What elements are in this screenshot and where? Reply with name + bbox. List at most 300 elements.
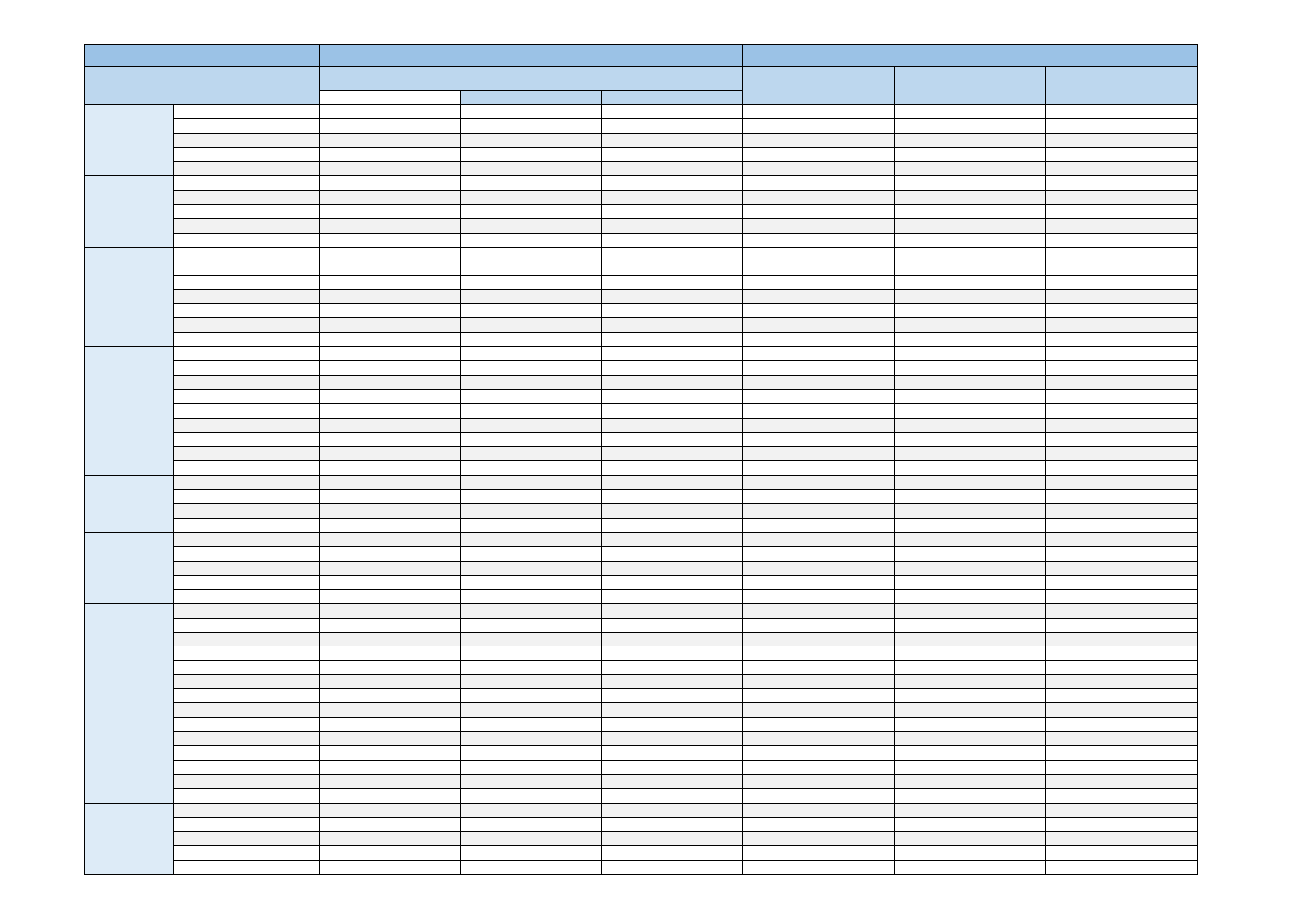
table-row (85, 447, 1198, 461)
equipment-value (743, 275, 895, 289)
izora-blank (320, 91, 461, 105)
equipment-value (602, 632, 743, 646)
table-row (85, 717, 1198, 731)
equipment-value (743, 432, 895, 446)
equipment-name (174, 717, 320, 731)
table-row (85, 674, 1198, 688)
equipment-value (602, 389, 743, 403)
equipment-value (320, 133, 461, 147)
equipment-value (320, 518, 461, 532)
equipment-value (320, 561, 461, 575)
equipment-value (743, 604, 895, 618)
equipment-value (461, 703, 602, 717)
equipment-value (743, 304, 895, 318)
equipment-value (1046, 632, 1198, 646)
equipment-value (320, 261, 461, 275)
equipment-value (895, 717, 1046, 731)
equipment-value (743, 162, 895, 176)
equipment-value (461, 119, 602, 133)
equipment-value (320, 575, 461, 589)
equipment-value (320, 760, 461, 774)
equipment-table (84, 44, 1198, 875)
equipment-value (895, 304, 1046, 318)
equipment-name (174, 147, 320, 161)
equipment-value (320, 318, 461, 332)
equipment-value (461, 205, 602, 219)
category-cell (85, 532, 174, 603)
equipment-name (174, 774, 320, 788)
equipment-value (895, 475, 1046, 489)
equipment-value (461, 860, 602, 874)
equipment-value (320, 190, 461, 204)
equipment-value (461, 219, 602, 233)
equipment-value (895, 860, 1046, 874)
equipment-value (1046, 717, 1198, 731)
equipment-value (1046, 860, 1198, 874)
equipment-value (743, 832, 895, 846)
equipment-value (461, 803, 602, 817)
equipment-value (461, 190, 602, 204)
equipment-value (461, 590, 602, 604)
equipment-value (743, 789, 895, 803)
equipment-value (1046, 832, 1198, 846)
equipment-value (1046, 490, 1198, 504)
table-row (85, 332, 1198, 346)
equipment-name (174, 817, 320, 831)
equipment-name (174, 561, 320, 575)
column-label (85, 67, 320, 105)
equipment-value (602, 575, 743, 589)
equipment-value (895, 846, 1046, 860)
equipment-value (602, 432, 743, 446)
equipment-name (174, 732, 320, 746)
equipment-value (461, 461, 602, 475)
model-izora (320, 67, 743, 91)
equipment-name (174, 247, 320, 261)
equipment-value (895, 219, 1046, 233)
table-row (85, 490, 1198, 504)
equipment-value (895, 732, 1046, 746)
equipment-value (320, 746, 461, 760)
table-title (85, 45, 320, 67)
equipment-name (174, 575, 320, 589)
equipment-value (602, 119, 743, 133)
equipment-value (895, 618, 1046, 632)
equipment-value (461, 147, 602, 161)
equipment-name (174, 646, 320, 660)
equipment-value (743, 803, 895, 817)
equipment-value (461, 389, 602, 403)
equipment-value (1046, 746, 1198, 760)
equipment-value (602, 404, 743, 418)
equipment-value (895, 817, 1046, 831)
equipment-value (602, 760, 743, 774)
table-row (85, 789, 1198, 803)
equipment-value (743, 590, 895, 604)
equipment-value (461, 490, 602, 504)
equipment-value (320, 717, 461, 731)
equipment-value (461, 774, 602, 788)
equipment-value (743, 817, 895, 831)
equipment-value (1046, 674, 1198, 688)
equipment-value (743, 318, 895, 332)
equipment-name (174, 547, 320, 561)
equipment-value (1046, 604, 1198, 618)
equipment-value (461, 332, 602, 346)
equipment-name (174, 261, 320, 275)
equipment-value (895, 703, 1046, 717)
equipment-value (1046, 575, 1198, 589)
equipment-value (320, 176, 461, 190)
table-row (85, 162, 1198, 176)
equipment-value (1046, 119, 1198, 133)
table-row (85, 247, 1198, 261)
equipment-value (461, 518, 602, 532)
equipment-value (895, 133, 1046, 147)
equipment-value (602, 133, 743, 147)
equipment-value (895, 162, 1046, 176)
equipment-name (174, 219, 320, 233)
equipment-value (602, 618, 743, 632)
equipment-value (461, 162, 602, 176)
table-row (85, 347, 1198, 361)
equipment-value (320, 732, 461, 746)
equipment-value (1046, 689, 1198, 703)
equipment-value (320, 618, 461, 632)
equipment-value (602, 674, 743, 688)
equipment-value (461, 304, 602, 318)
equipment-value (743, 205, 895, 219)
equipment-value (895, 547, 1046, 561)
equipment-value (320, 432, 461, 446)
model-superior (461, 91, 602, 105)
equipment-name (174, 532, 320, 546)
equipment-value (602, 490, 743, 504)
equipment-value (743, 618, 895, 632)
equipment-value (1046, 389, 1198, 403)
equipment-value (895, 361, 1046, 375)
equipment-value (743, 717, 895, 731)
equipment-value (1046, 261, 1198, 275)
equipment-value (743, 475, 895, 489)
equipment-value (602, 289, 743, 303)
table-row (85, 774, 1198, 788)
equipment-value (320, 347, 461, 361)
equipment-value (1046, 561, 1198, 575)
equipment-value (1046, 789, 1198, 803)
equipment-value (895, 532, 1046, 546)
equipment-value (1046, 318, 1198, 332)
equipment-value (602, 176, 743, 190)
equipment-value (895, 289, 1046, 303)
group-rbl (743, 45, 1198, 67)
equipment-value (895, 447, 1046, 461)
table-row (85, 689, 1198, 703)
equipment-name (174, 404, 320, 418)
table-row (85, 233, 1198, 247)
equipment-value (461, 105, 602, 119)
equipment-value (1046, 289, 1198, 303)
equipment-value (1046, 162, 1198, 176)
category-cell (85, 347, 174, 476)
equipment-name (174, 832, 320, 846)
equipment-value (895, 205, 1046, 219)
equipment-value (602, 561, 743, 575)
equipment-name (174, 674, 320, 688)
equipment-value (895, 190, 1046, 204)
equipment-value (895, 261, 1046, 275)
equipment-value (1046, 432, 1198, 446)
equipment-value (1046, 219, 1198, 233)
equipment-name (174, 105, 320, 119)
equipment-value (743, 247, 895, 261)
equipment-value (320, 490, 461, 504)
equipment-value (602, 375, 743, 389)
equipment-value (461, 289, 602, 303)
equipment-value (602, 689, 743, 703)
equipment-value (320, 689, 461, 703)
equipment-value (1046, 347, 1198, 361)
equipment-value (743, 418, 895, 432)
equipment-name (174, 205, 320, 219)
equipment-value (320, 703, 461, 717)
table-row (85, 361, 1198, 375)
equipment-value (1046, 332, 1198, 346)
equipment-name (174, 632, 320, 646)
equipment-value (320, 846, 461, 860)
equipment-value (743, 547, 895, 561)
equipment-value (461, 732, 602, 746)
equipment-value (602, 461, 743, 475)
equipment-value (461, 347, 602, 361)
table-row (85, 860, 1198, 874)
table-row (85, 205, 1198, 219)
equipment-name (174, 789, 320, 803)
equipment-value (1046, 275, 1198, 289)
equipment-value (320, 275, 461, 289)
table-row (85, 803, 1198, 817)
equipment-value (461, 361, 602, 375)
equipment-value (320, 660, 461, 674)
equipment-value (895, 518, 1046, 532)
equipment-value (895, 318, 1046, 332)
table-row (85, 504, 1198, 518)
equipment-value (743, 219, 895, 233)
table-row (85, 219, 1198, 233)
equipment-value (1046, 361, 1198, 375)
equipment-name (174, 803, 320, 817)
table-row (85, 646, 1198, 660)
table-row (85, 105, 1198, 119)
equipment-value (895, 432, 1046, 446)
equipment-name (174, 375, 320, 389)
equipment-value (602, 703, 743, 717)
equipment-value (895, 176, 1046, 190)
equipment-value (895, 561, 1046, 575)
equipment-value (1046, 247, 1198, 261)
equipment-value (895, 832, 1046, 846)
table-row (85, 660, 1198, 674)
equipment-value (602, 105, 743, 119)
equipment-value (743, 332, 895, 346)
equipment-value (320, 418, 461, 432)
equipment-value (895, 275, 1046, 289)
equipment-value (320, 817, 461, 831)
equipment-value (461, 632, 602, 646)
equipment-value (320, 147, 461, 161)
equipment-value (1046, 447, 1198, 461)
equipment-value (1046, 547, 1198, 561)
equipment-name (174, 518, 320, 532)
equipment-value (895, 604, 1046, 618)
equipment-value (602, 219, 743, 233)
equipment-value (461, 247, 602, 261)
equipment-value (320, 361, 461, 375)
equipment-value (743, 703, 895, 717)
equipment-value (320, 461, 461, 475)
table-row (85, 832, 1198, 846)
equipment-value (602, 162, 743, 176)
equipment-name (174, 660, 320, 674)
equipment-value (602, 732, 743, 746)
equipment-value (602, 860, 743, 874)
equipment-name (174, 447, 320, 461)
table-row (85, 432, 1198, 446)
equipment-value (602, 504, 743, 518)
equipment-value (895, 404, 1046, 418)
equipment-value (320, 289, 461, 303)
equipment-value (320, 674, 461, 688)
equipment-value (320, 447, 461, 461)
equipment-value (602, 205, 743, 219)
equipment-value (895, 332, 1046, 346)
equipment-value (320, 504, 461, 518)
equipment-value (320, 590, 461, 604)
equipment-name (174, 190, 320, 204)
table-row (85, 547, 1198, 561)
equipment-value (461, 575, 602, 589)
equipment-value (1046, 205, 1198, 219)
equipment-name (174, 389, 320, 403)
equipment-value (602, 817, 743, 831)
equipment-value (320, 105, 461, 119)
equipment-value (895, 504, 1046, 518)
equipment-value (895, 461, 1046, 475)
equipment-value (602, 247, 743, 261)
equipment-value (1046, 504, 1198, 518)
equipment-value (602, 774, 743, 788)
equipment-value (743, 176, 895, 190)
equipment-value (602, 332, 743, 346)
equipment-value (1046, 760, 1198, 774)
equipment-value (1046, 233, 1198, 247)
equipment-value (461, 789, 602, 803)
equipment-name (174, 746, 320, 760)
equipment-value (1046, 190, 1198, 204)
equipment-value (602, 275, 743, 289)
equipment-value (602, 475, 743, 489)
equipment-value (461, 447, 602, 461)
equipment-name (174, 461, 320, 475)
table-row (85, 846, 1198, 860)
equipment-value (743, 689, 895, 703)
equipment-value (743, 375, 895, 389)
equipment-value (895, 760, 1046, 774)
equipment-value (602, 190, 743, 204)
equipment-value (320, 247, 461, 261)
equipment-name (174, 347, 320, 361)
equipment-value (320, 860, 461, 874)
equipment-value (743, 674, 895, 688)
equipment-value (895, 147, 1046, 161)
table-row (85, 746, 1198, 760)
equipment-value (743, 119, 895, 133)
equipment-name (174, 176, 320, 190)
equipment-value (461, 760, 602, 774)
equipment-value (743, 646, 895, 660)
equipment-value (461, 561, 602, 575)
equipment-name (174, 233, 320, 247)
table-row (85, 304, 1198, 318)
table-row (85, 817, 1198, 831)
equipment-value (602, 261, 743, 275)
equipment-value (320, 532, 461, 546)
equipment-value (602, 447, 743, 461)
equipment-value (602, 347, 743, 361)
equipment-value (602, 233, 743, 247)
equipment-value (320, 205, 461, 219)
category-cell (85, 604, 174, 803)
equipment-name (174, 289, 320, 303)
equipment-value (895, 575, 1046, 589)
equipment-value (1046, 475, 1198, 489)
equipment-value (1046, 732, 1198, 746)
group-standard (320, 45, 743, 67)
equipment-value (602, 590, 743, 604)
equipment-value (461, 133, 602, 147)
equipment-value (320, 547, 461, 561)
table-row (85, 375, 1198, 389)
equipment-value (461, 532, 602, 546)
equipment-value (1046, 532, 1198, 546)
equipment-value (895, 590, 1046, 604)
equipment-name (174, 703, 320, 717)
model-hobicle-overlander-4 (895, 67, 1046, 105)
equipment-value (602, 832, 743, 846)
equipment-value (743, 404, 895, 418)
equipment-value (1046, 618, 1198, 632)
equipment-value (743, 846, 895, 860)
table-row (85, 133, 1198, 147)
equipment-value (602, 547, 743, 561)
equipment-value (743, 261, 895, 275)
equipment-name (174, 361, 320, 375)
equipment-value (320, 803, 461, 817)
equipment-value (743, 490, 895, 504)
equipment-name (174, 432, 320, 446)
table-row (85, 318, 1198, 332)
table-row (85, 532, 1198, 546)
equipment-value (895, 119, 1046, 133)
equipment-value (461, 504, 602, 518)
equipment-value (602, 789, 743, 803)
equipment-value (743, 105, 895, 119)
equipment-value (743, 518, 895, 532)
category-cell (85, 105, 174, 176)
equipment-value (895, 490, 1046, 504)
equipment-value (461, 318, 602, 332)
equipment-name (174, 490, 320, 504)
